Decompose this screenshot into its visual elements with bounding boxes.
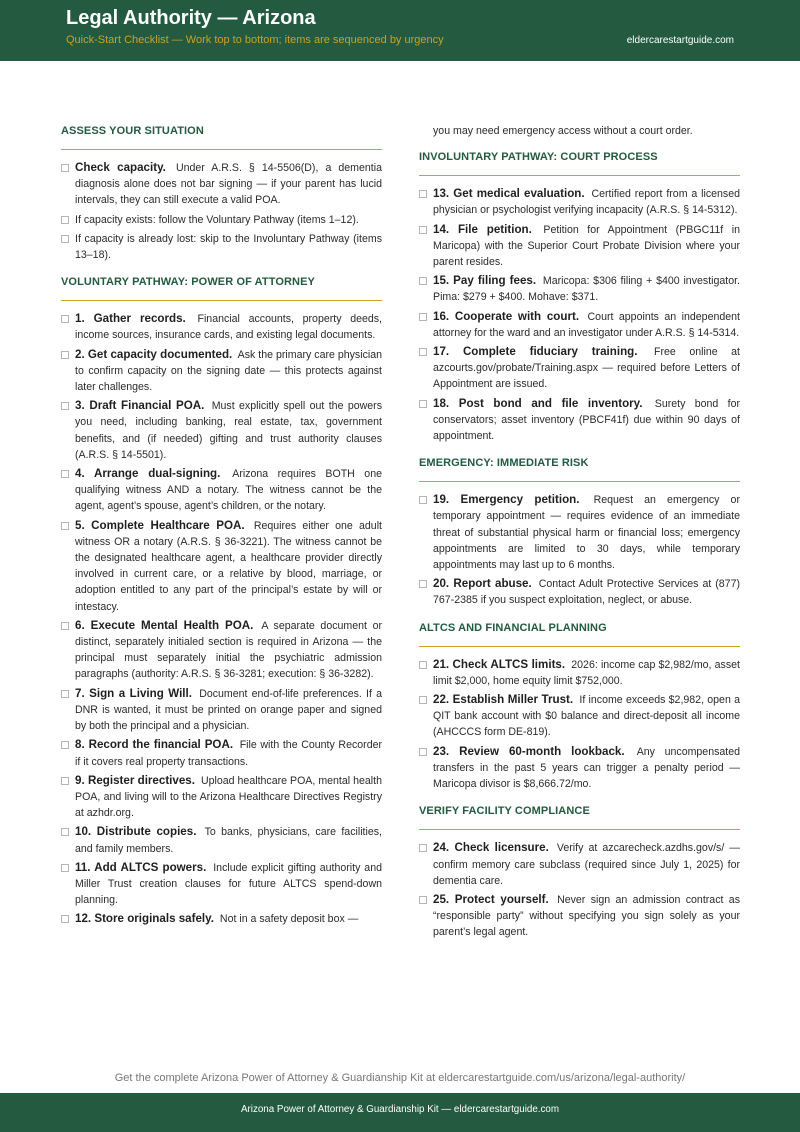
item-text: If capacity exists: follow the Voluntary Pathway (items 1–12).: [75, 213, 359, 226]
checklist-item: [419, 492, 740, 573]
checkbox[interactable]: [419, 696, 427, 704]
item-text: Surety bond for conservators; asset inventory (PBCF41f) due within 90 days of appointment.: [433, 397, 740, 443]
checkbox[interactable]: [61, 864, 69, 872]
item-text: Maricopa: $306 filing + $400 investigator. Pima: $279 + $400. Mohave: $371.: [433, 275, 740, 304]
item-text: If capacity is already lost: skip to the Involuntary Pathway (items 13–18).: [75, 232, 382, 262]
item-heading: 6. Execute Mental Health POA.: [75, 618, 254, 632]
checkbox[interactable]: [61, 777, 69, 785]
checkbox[interactable]: [419, 844, 427, 852]
checkbox[interactable]: [419, 190, 427, 198]
item-text: Request an emergency or temporary appointment — requires evidence of an immediate threat of substantial physical harm or financial loss; emergency appointments are limited to 30 days, while temporary appointments may last up to 6 months.: [433, 494, 740, 572]
checkbox[interactable]: [419, 496, 427, 504]
item-heading: Check capacity.: [75, 161, 166, 174]
item-text: Never sign an admission contract as “responsible party” without specifying you sign solely as your parent’s legal agent.: [433, 893, 740, 939]
item-text: Requires either one adult witness OR a notary (A.R.S. § 36-3221). The witness cannot be the designated healthcare agent, a healthcare provider directly involved in current care, or a relative by blood, marriage, or adoption entitled to any part of the principal’s estate by will or intestacy.: [75, 519, 382, 613]
checklist-item: [61, 824, 382, 856]
item-heading: 11. Add ALTCS powers.: [75, 860, 207, 874]
item-text: If income exceeds $2,982, open a QIT bank account with $0 balance and direct-deposit all income (AHCCCS form DE-819).: [433, 694, 740, 739]
checklist-item: [61, 911, 382, 927]
checklist-section: [419, 149, 740, 455]
item-text: Certified report from a licensed physician or psychologist verifying incapacity (A.R.S. § 14-5312).: [433, 188, 740, 217]
checklist-item: [61, 212, 382, 228]
checkbox[interactable]: [61, 690, 69, 698]
section-divider: [419, 481, 740, 482]
section-divider: [419, 175, 740, 176]
checklist-item: [419, 840, 740, 889]
item-heading: 15. Pay filing fees.: [433, 274, 537, 288]
checklist-section: [419, 455, 740, 619]
checkbox[interactable]: [419, 277, 427, 285]
checklist-section: [419, 620, 740, 804]
item-heading: 23. Review 60-month lookback.: [433, 744, 625, 758]
item-text: Financial accounts, property deeds, income sources, insurance cards, and existing legal documents.: [75, 313, 383, 342]
item-text: Upload healthcare POA, mental health POA, and living will to the Arizona Healthcare Directives Registry at azhdr.org.: [75, 774, 382, 820]
checklist-item: [419, 396, 740, 445]
item-text: Free online at azcourts.gov/probate/Training.aspx — required before Letters of Appointment are issued.: [433, 346, 740, 391]
checkbox[interactable]: [419, 580, 427, 588]
item-heading: 16. Cooperate with court.: [433, 309, 580, 323]
item-text: Must explicitly spell out the powers you need, including banking, real estate, tax, government benefits, and (if needed) gifting and trust authority clauses (A.R.S. § 14-5501).: [75, 400, 382, 461]
item-heading: 18. Post bond and file inventory.: [433, 396, 643, 410]
checklist-item: [61, 160, 382, 209]
section-title: ALTCS AND FINANCIAL PLANNING: [419, 621, 607, 634]
item-heading: 21. Check ALTCS limits.: [433, 657, 566, 671]
checklist-item: [419, 273, 740, 305]
checklist-item: [61, 860, 382, 909]
site-link[interactable]: eldercarestartguide.com: [626, 35, 734, 46]
checkbox[interactable]: [61, 470, 69, 478]
item-text: Ask the primary care physician to confirm capacity on the signing date — this protects against later challenges.: [75, 348, 383, 394]
checklist-item: [61, 347, 382, 396]
item-heading: 19. Emergency petition.: [433, 493, 580, 507]
checklist-item: [419, 692, 740, 741]
checklist-item: [419, 344, 740, 393]
checkbox[interactable]: [419, 896, 427, 904]
checkbox[interactable]: [61, 741, 69, 749]
item-text: A separate document or distinct, separately initialed section is required in Arizona — the principal must separately initial the psychiatric admission paragraphs (authority: A.R.S. § 36-3281; execution: § 36-3282).: [75, 619, 383, 681]
item-text: Contact Adult Protective Services at (877) 767-2385 if you suspect exploitation, neglect, or abuse.: [433, 578, 740, 607]
item-heading: 7. Sign a Living Will.: [75, 686, 192, 700]
page-subtitle: Quick-Start Checklist — Work top to bottom; items are sequenced by urgency: [66, 34, 444, 46]
checkbox[interactable]: [61, 522, 69, 530]
checkbox[interactable]: [61, 164, 69, 172]
section-divider: [419, 646, 740, 647]
item-text: 2026: income cap $2,982/mo, asset limit $2,000, home equity limit $752,000.: [433, 658, 740, 687]
item-heading: 24. Check licensure.: [433, 841, 549, 855]
item-text: Any uncompensated transfers in the past 5 years can trigger a penalty period — Maricopa divisor is $8,666.72/mo.: [433, 745, 741, 791]
kit-link[interactable]: Get the complete Arizona Power of Attorney & Guardianship Kit at eldercarestartguide.com/us/arizona/legal-authority/: [114, 1072, 686, 1084]
item-heading: 3. Draft Financial POA.: [75, 399, 205, 413]
checkbox[interactable]: [61, 915, 69, 923]
item-heading: 5. Complete Healthcare POA.: [75, 518, 245, 532]
section-title: ASSESS YOUR SITUATION: [61, 125, 204, 137]
checklist-item: [61, 311, 382, 343]
section-title: INVOLUNTARY PATHWAY: COURT PROCESS: [419, 151, 658, 164]
item-heading: 22. Establish Miller Trust.: [433, 693, 574, 707]
checkbox[interactable]: [61, 351, 69, 359]
item-heading: 2. Get capacity documented.: [75, 347, 233, 361]
item-heading: 1. Gather records.: [75, 312, 186, 326]
checkbox[interactable]: [419, 748, 427, 756]
item-heading: 20. Report abuse.: [433, 577, 532, 591]
checklist-item: [419, 222, 740, 271]
checklist-item: [419, 576, 740, 608]
item-heading: 17. Complete fiduciary training.: [433, 345, 638, 359]
checkbox[interactable]: [61, 235, 69, 243]
item-heading: 25. Protect yourself.: [433, 892, 549, 906]
right-column: [419, 123, 740, 952]
checklist-section: [61, 274, 382, 938]
page-title: Legal Authority — Arizona: [66, 7, 316, 29]
continued-text: you may need emergency access without a court order.: [433, 125, 693, 137]
checkbox[interactable]: [419, 226, 427, 234]
checklist-section: [419, 803, 740, 951]
checklist-item: [61, 466, 382, 515]
checkbox[interactable]: [61, 402, 69, 410]
checkbox[interactable]: [61, 828, 69, 836]
section-title: EMERGENCY: IMMEDIATE RISK: [419, 457, 589, 470]
item-heading: 9. Register directives.: [75, 773, 195, 787]
item-text: Not in a safety deposit box —: [219, 913, 359, 926]
checklist-item: [419, 309, 740, 341]
item-text: File with the County Recorder if it covers real property transactions.: [75, 739, 383, 768]
checklist-item: [61, 618, 382, 683]
checklist-item: [61, 773, 382, 822]
section-title: VERIFY FACILITY COMPLIANCE: [419, 805, 590, 818]
left-column: [61, 123, 382, 939]
checkbox[interactable]: [61, 622, 69, 630]
item-text: Verify at azcarecheck.azdhs.gov/s/ — confirm memory care subclass (required since July 1, 2025) for dementia care.: [433, 842, 740, 887]
item-text: Under A.R.S. § 14-5506(D), a dementia diagnosis alone does not bar signing — if your parent has lucid intervals, they can still execute a valid POA.: [75, 162, 382, 207]
checklist-item: [61, 686, 382, 735]
item-text: Petition for Appointment (PBGC11f in Maricopa) with the Superior Court Probate Division where your parent resides.: [433, 223, 740, 269]
item-heading: 13. Get medical evaluation.: [433, 187, 585, 201]
item-heading: 14. File petition.: [433, 222, 532, 236]
item-heading: 8. Record the financial POA.: [75, 738, 234, 752]
checkbox[interactable]: [61, 216, 69, 224]
checklist-item: [419, 744, 740, 793]
checklist-item: [419, 657, 740, 689]
section-divider: [61, 300, 382, 301]
checkbox[interactable]: [419, 313, 427, 321]
checkbox[interactable]: [419, 400, 427, 408]
item-heading: 10. Distribute copies.: [75, 825, 197, 839]
section-divider: [419, 829, 740, 830]
item-heading: 12. Store originals safely.: [75, 912, 214, 926]
checklist-item: [419, 892, 740, 941]
item-heading: 4. Arrange dual-signing.: [75, 467, 221, 481]
checklist-item: [61, 737, 382, 769]
item-text: Document end-of-life preferences. If a DNR is wanted, it must be printed on orange paper and signed by both the principal and a physician.: [75, 687, 383, 733]
checklist-item: [419, 186, 740, 218]
item-text: Arizona requires BOTH one qualifying witness AND a notary. The witness cannot be the agent, agent’s spouse, agent’s children, or the notary.: [75, 468, 382, 513]
section-title: VOLUNTARY PATHWAY: POWER OF ATTORNEY: [61, 276, 315, 289]
section-divider: [61, 149, 382, 150]
item-text: Include explicit gifting authority and Miller Trust creation clauses for future ALTCS spend-down planning.: [75, 861, 382, 907]
checkbox[interactable]: [419, 348, 427, 356]
checkbox[interactable]: [419, 661, 427, 669]
checklist-item: [61, 398, 382, 463]
checklist-item: [61, 518, 382, 615]
checklist-item: [61, 231, 382, 263]
footer-bar: Arizona Power of Attorney & Guardianship Kit — eldercarestartguide.com: [0, 1093, 800, 1132]
checkbox[interactable]: [61, 315, 69, 323]
checklist-section: [61, 123, 382, 274]
item-text: To banks, physicians, care facilities, and family members.: [75, 826, 382, 855]
page-header: [0, 0, 800, 61]
item-text: Court appoints an independent attorney for the ward and an investigator under A.R.S. § 14-5314.: [433, 310, 740, 339]
